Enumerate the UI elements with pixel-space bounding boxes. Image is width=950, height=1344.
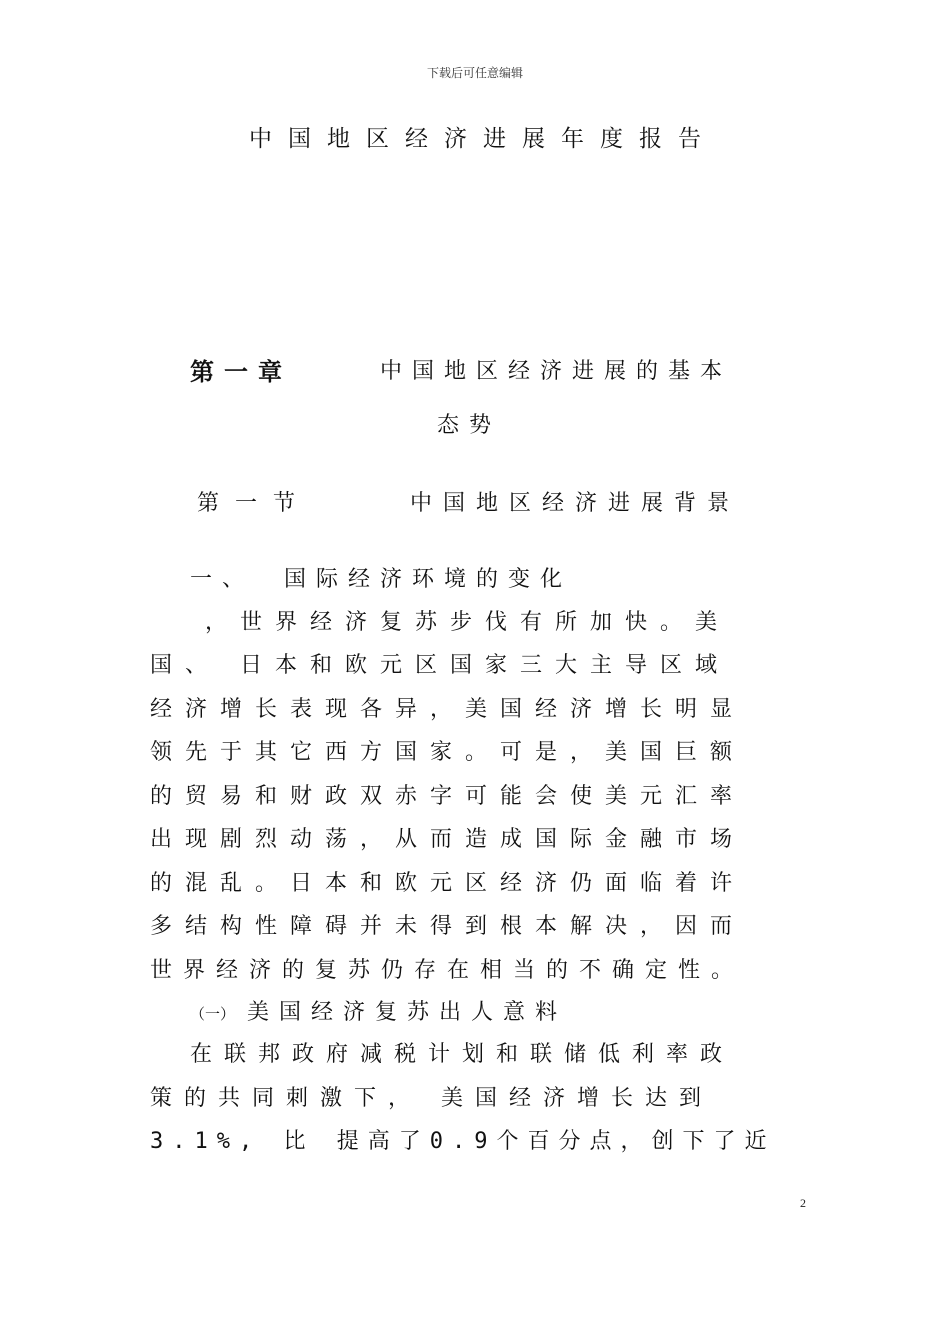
paragraph-line: 世界经济的复苏仍存在相当的不确定性。: [150, 958, 745, 983]
document-title: 中国地区经济进展年度报告: [249, 126, 717, 152]
subheading: [190, 995, 567, 1026]
subheading-number: （一）: [190, 1005, 236, 1023]
chapter-title-continued: 态势: [437, 413, 502, 438]
heading-number: 一、: [190, 567, 255, 592]
paragraph-line: 经济增长表现各异，美国经济增长明显: [150, 697, 746, 722]
paragraph-line: 的混乱。日本和欧元区经济仍面临着许: [150, 871, 746, 896]
chapter-title: 中国地区经济进展的基本: [380, 359, 733, 384]
paragraph-line: 国、 日本和欧元区国家三大主导区域: [150, 653, 730, 678]
paragraph-line: ，世界经济复苏步伐有所加快。美: [205, 610, 731, 635]
paragraph-line: 3.1%, 比 提高了0.9个百分点，创下了近: [150, 1129, 776, 1154]
paragraph-line: 策的共同刺激下， 美国经济增长达到: [150, 1086, 713, 1111]
paragraph-line: 的贸易和财政双赤字可能会使美元汇率: [150, 784, 746, 809]
chapter-label: 第一章: [190, 358, 292, 386]
page-number: 2: [800, 1196, 806, 1210]
paragraph-line: 领先于其它西方国家。可是，美国巨额: [150, 740, 746, 765]
paragraph-line: 多结构性障碍并未得到根本解决，因而: [150, 914, 746, 939]
paragraph-line: 出现剧烈动荡，从而造成国际金融市场: [150, 827, 746, 852]
paragraph-line: 在联邦政府减税计划和联储低利率政: [190, 1042, 735, 1067]
section-label: 第一节: [197, 491, 312, 516]
section-title: 中国地区经济进展背景: [410, 491, 741, 516]
header-note: 下载后可任意编辑: [426, 66, 523, 80]
subheading-text: 美国经济复苏出人意料: [247, 1000, 568, 1025]
heading-text: 国际经济环境的变化: [284, 567, 573, 592]
